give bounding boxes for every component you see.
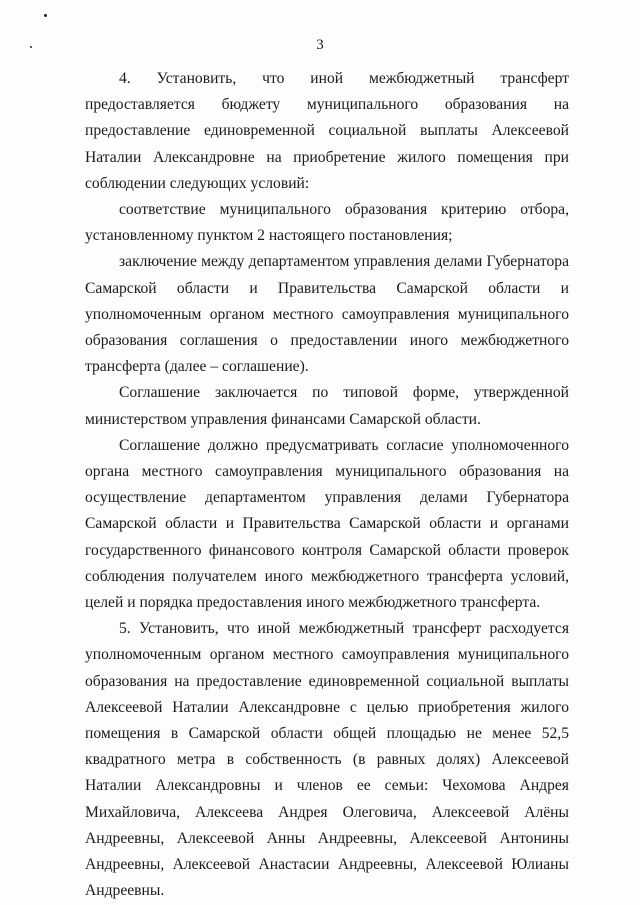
paragraph-5: 5. Установить, что иной межбюджетный трансферт расходуется уполномоченным органом местного самоуправления муниципального образования на предоставление единовременной социальной выплаты Алексеевой Наталии Александровне с целью приобретения жилого помещения в Самарской области общей площадью не менее 52,5 квадратного метра в собственность (в равных долях) Алексеевой Наталии Александровны и членов ее семьи: Чехомова Андрея Михайловича, Алексеева Андрея Олеговича, Алексеевой Алёны Андреевны, Алексеевой Анны Андреевны, Алексеевой Антонины Андреевны, Алексеевой Анастасии Андреевны, Алексеевой Юлианы Андреевны.	[85, 620, 569, 900]
scan-speck	[44, 14, 47, 17]
agreement-consent: Соглашение должно предусматривать согласие уполномоченного органа местного самоуправления муниципального образования на осуществление департаментом управления делами Губернатора Самарской области и Правительства Самарской области и органами государственного финансового контроля Самарской области проверок соблюдения получателем иного межбюджетного трансферта условий, целей и порядка предоставления иного межбюджетного трансферта.	[85, 436, 569, 612]
condition-agreement: заключение между департаментом управления делами Губернатора Самарской области и Правительства Самарской области и уполномоченным органом местного самоуправления муниципального образования соглашения о предоставлении иного межбюджетного трансферта (далее – соглашение).	[85, 253, 569, 376]
paragraph-4-intro: 4. Установить, что иной межбюджетный трансферт предоставляется бюджету муниципального образования на предоставление единовременной социальной выплаты Алексеевой Наталии Александровне на приобретение жилого помещения при соблюдении следующих условий:	[85, 70, 569, 192]
document-body	[85, 66, 569, 905]
agreement-form: Соглашение заключается по типовой форме, утвержденной министерством управления финансами Самарской области.	[85, 384, 569, 428]
condition-criterion: соответствие муниципального образования критерию отбора, установленному пунктом 2 настоящего постановления;	[85, 201, 569, 245]
page-number: 3	[316, 37, 324, 53]
